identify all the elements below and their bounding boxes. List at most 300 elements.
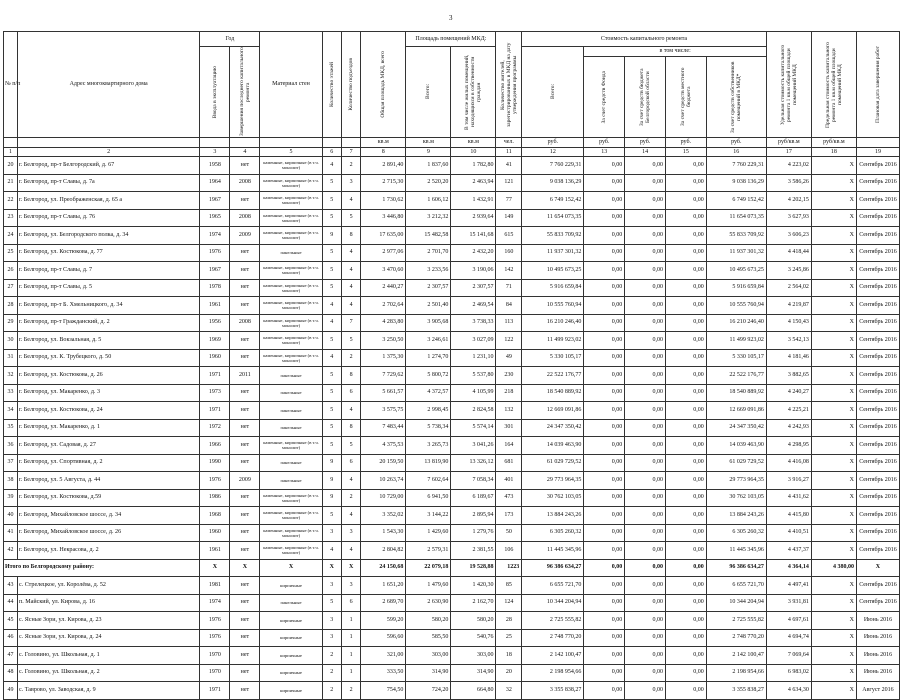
- table-cell: панельные: [260, 244, 322, 262]
- table-cell: 664,80: [451, 682, 496, 700]
- unit-cell: [4, 138, 18, 148]
- table-cell: г. Белгород, ул. Макаренко, д. 3: [17, 384, 199, 402]
- table-cell: 4 431,62: [766, 489, 811, 507]
- table-cell: 6 305 260,32: [706, 524, 766, 542]
- table-cell: с. Головино, ул. Школьная, д. 2: [17, 664, 199, 682]
- table-cell: 0,00: [665, 157, 706, 175]
- table-cell: п. Майский, ул. Кирова, д. 16: [17, 594, 199, 612]
- table-cell: 3: [322, 524, 341, 542]
- col-cost-group: Стоимость капитального ремонта: [522, 32, 767, 47]
- table-cell: 4 634,30: [766, 682, 811, 700]
- table-cell: 55 833 709,92: [706, 227, 766, 245]
- table-cell: 1223: [496, 559, 522, 577]
- table-cell: 5: [322, 174, 341, 192]
- table-cell: 4 223,02: [766, 157, 811, 175]
- table-cell: 28: [496, 612, 522, 630]
- unit-cell: чел.: [496, 138, 522, 148]
- table-cell: 4 150,43: [766, 314, 811, 332]
- table-cell: 10 495 673,25: [706, 262, 766, 280]
- table-cell: нет: [230, 664, 260, 682]
- table-cell: 7 483,44: [361, 419, 406, 437]
- table-cell: X: [811, 297, 856, 315]
- table-cell: X: [200, 559, 230, 577]
- table-cell: 754,50: [361, 682, 406, 700]
- table-cell: 4: [322, 349, 341, 367]
- table-cell: г. Белгород, пр-т Славы, д. 76: [17, 209, 199, 227]
- col-cost-incl: в том числе:: [584, 47, 766, 57]
- table-cell: 3 606,23: [766, 227, 811, 245]
- table-cell: 301: [496, 419, 522, 437]
- table-cell: 1971: [200, 402, 230, 420]
- table-cell: 2: [341, 349, 360, 367]
- table-cell: 0,00: [584, 279, 625, 297]
- table-cell: 1 606,12: [406, 192, 451, 210]
- table-cell: 7 729,62: [361, 367, 406, 385]
- table-cell: 1990: [200, 454, 230, 472]
- table-cell: Сентябрь 2016: [856, 227, 899, 245]
- table-cell: с. Головино, ул. Школьная, д. 1: [17, 647, 199, 665]
- table-cell: X: [811, 682, 856, 700]
- table-row: [4, 227, 900, 245]
- table-cell: г. Белгород, ул. Костюкова, д.59: [17, 489, 199, 507]
- col-residents: Количество жителей, зарегистрированных в МКД на дату утверждения программы: [496, 32, 522, 138]
- table-cell: 3 916,27: [766, 472, 811, 490]
- column-number-cell: 14: [625, 148, 666, 157]
- table-cell: 43: [4, 577, 18, 595]
- table-cell: 3 470,60: [361, 262, 406, 280]
- table-cell: 6 189,67: [451, 489, 496, 507]
- table-cell: 0,00: [665, 332, 706, 350]
- table-cell: г. Белгород, пр-т Гражданский, д. 2: [17, 314, 199, 332]
- table-cell: 1976: [200, 472, 230, 490]
- table-cell: 0,00: [584, 664, 625, 682]
- table-cell: 0,00: [584, 682, 625, 700]
- table-cell: каменные, кирпичные (в т.ч. монолит): [260, 507, 322, 525]
- table-cell: X: [811, 349, 856, 367]
- table-cell: 0,00: [665, 209, 706, 227]
- table-cell: 2009: [230, 472, 260, 490]
- table-cell: 218: [496, 384, 522, 402]
- col-year-commission: Ввода в эксплуатацию: [200, 47, 230, 138]
- unit-cell: [341, 138, 360, 148]
- total-row: [4, 559, 900, 577]
- col-year-last-repair: Завершения последнего капитального ремонта: [230, 47, 260, 138]
- unit-cell: руб.: [584, 138, 625, 148]
- table-cell: 2 701,70: [406, 244, 451, 262]
- table-cell: 10 263,74: [361, 472, 406, 490]
- table-cell: 6 655 721,70: [522, 577, 584, 595]
- table-cell: панельные: [260, 594, 322, 612]
- table-row: [4, 174, 900, 192]
- table-cell: 0,00: [625, 419, 666, 437]
- table-cell: X: [811, 507, 856, 525]
- table-cell: Сентябрь 2016: [856, 577, 899, 595]
- table-cell: 20 159,50: [361, 454, 406, 472]
- col-floors: Количество этажей: [322, 32, 341, 138]
- table-cell: X: [811, 594, 856, 612]
- table-cell: 4 105,99: [451, 384, 496, 402]
- table-cell: 18: [496, 647, 522, 665]
- table-cell: Сентябрь 2016: [856, 174, 899, 192]
- table-cell: 113: [496, 314, 522, 332]
- unit-cell: руб/кв.м: [811, 138, 856, 148]
- table-cell: каменные, кирпичные (в т.ч. монолит): [260, 489, 322, 507]
- table-cell: 0,00: [584, 594, 625, 612]
- table-cell: 1968: [200, 507, 230, 525]
- column-number-cell: 3: [200, 148, 230, 157]
- table-cell: 11 937 301,32: [522, 244, 584, 262]
- table-cell: 2 804,82: [361, 542, 406, 560]
- table-cell: X: [811, 244, 856, 262]
- table-cell: 4: [341, 244, 360, 262]
- table-cell: г. Белгород, ул. Некрасова, д. 2: [17, 542, 199, 560]
- table-cell: Сентябрь 2016: [856, 524, 899, 542]
- unit-cell: [260, 138, 322, 148]
- table-cell: 0,00: [665, 314, 706, 332]
- table-cell: 5: [322, 419, 341, 437]
- table-cell: 4 410,51: [766, 524, 811, 542]
- table-cell: 0,00: [584, 559, 625, 577]
- table-cell: 0,00: [625, 594, 666, 612]
- table-cell: 122: [496, 332, 522, 350]
- table-cell: 6 305 260,32: [522, 524, 584, 542]
- table-cell: 11 445 345,96: [706, 542, 766, 560]
- table-cell: 2 725 555,82: [522, 612, 584, 630]
- table-cell: 0,00: [584, 524, 625, 542]
- table-cell: 1 730,62: [361, 192, 406, 210]
- table-cell: X: [811, 402, 856, 420]
- table-cell: 0,00: [584, 629, 625, 647]
- table-row: [4, 507, 900, 525]
- table-cell: Сентябрь 2016: [856, 244, 899, 262]
- table-cell: нет: [230, 244, 260, 262]
- table-cell: 3 190,06: [451, 262, 496, 280]
- table-cell: 3 882,65: [766, 367, 811, 385]
- table-cell: 0,00: [584, 437, 625, 455]
- unit-cell: кв.м: [361, 138, 406, 148]
- table-cell: 4 364,14: [766, 559, 811, 577]
- table-cell: 1972: [200, 419, 230, 437]
- table-cell: г. Белгород, ул. Спортивная, д. 2: [17, 454, 199, 472]
- table-cell: 0,00: [665, 174, 706, 192]
- table-cell: 0,00: [625, 244, 666, 262]
- table-cell: панельные: [260, 419, 322, 437]
- table-row: [4, 524, 900, 542]
- col-entrances: Количество подъездов: [341, 32, 360, 138]
- table-cell: Сентябрь 2016: [856, 157, 899, 175]
- table-cell: 0,00: [625, 349, 666, 367]
- table-cell: 18 540 889,92: [706, 384, 766, 402]
- table-cell: 4: [322, 542, 341, 560]
- table-cell: 11 499 923,02: [522, 332, 584, 350]
- table-cell: нет: [230, 419, 260, 437]
- table-cell: 2 142 100,47: [522, 647, 584, 665]
- table-cell: 1978: [200, 279, 230, 297]
- table-cell: 0,00: [584, 297, 625, 315]
- table-cell: 96 386 634,27: [706, 559, 766, 577]
- table-cell: 1965: [200, 209, 230, 227]
- table-cell: нет: [230, 594, 260, 612]
- table-cell: 0,00: [665, 244, 706, 262]
- table-cell: 4: [341, 279, 360, 297]
- table-cell: X: [230, 559, 260, 577]
- table-cell: X: [811, 209, 856, 227]
- table-cell: 1958: [200, 157, 230, 175]
- table-cell: 0,00: [665, 489, 706, 507]
- table-cell: 0,00: [584, 489, 625, 507]
- table-cell: 30: [4, 332, 18, 350]
- table-cell: 27: [4, 279, 18, 297]
- table-cell: X: [811, 472, 856, 490]
- table-cell: 2 579,31: [406, 542, 451, 560]
- table-cell: 2 748 770,20: [706, 629, 766, 647]
- table-cell: Сентябрь 2016: [856, 402, 899, 420]
- table-cell: X: [811, 647, 856, 665]
- table-cell: X: [811, 192, 856, 210]
- table-cell: 160: [496, 244, 522, 262]
- table-row: [4, 314, 900, 332]
- table-cell: 540,76: [451, 629, 496, 647]
- table-cell: каменные, кирпичные (в т.ч. монолит): [260, 332, 322, 350]
- table-cell: 0,00: [665, 629, 706, 647]
- table-cell: 4: [341, 472, 360, 490]
- table-cell: 4: [341, 192, 360, 210]
- table-cell: 30 762 103,05: [706, 489, 766, 507]
- table-cell: 5: [341, 332, 360, 350]
- table-cell: 1976: [200, 244, 230, 262]
- table-cell: 2: [341, 682, 360, 700]
- table-cell: 4 418,44: [766, 244, 811, 262]
- table-cell: 0,00: [625, 682, 666, 700]
- table-cell: нет: [230, 332, 260, 350]
- table-cell: 9 038 136,29: [522, 174, 584, 192]
- table-cell: нет: [230, 384, 260, 402]
- table-cell: 2 689,70: [361, 594, 406, 612]
- table-cell: 1964: [200, 174, 230, 192]
- table-cell: 2 725 555,82: [706, 612, 766, 630]
- table-cell: 2 895,94: [451, 507, 496, 525]
- table-cell: кирпичные: [260, 577, 322, 595]
- table-cell: 3: [341, 524, 360, 542]
- table-cell: 0,00: [625, 437, 666, 455]
- table-cell: нет: [230, 489, 260, 507]
- table-cell: 0,00: [625, 262, 666, 280]
- table-cell: кирпичные: [260, 629, 322, 647]
- table-cell: 4 372,57: [406, 384, 451, 402]
- col-premises-group: Площадь помещений МКД:: [406, 32, 496, 47]
- column-number-cell: 11: [496, 148, 522, 157]
- table-cell: 31: [4, 349, 18, 367]
- table-cell: 29: [4, 314, 18, 332]
- table-cell: г. Белгород, пр-т Славы, д. 7а: [17, 174, 199, 192]
- column-number-cell: 15: [665, 148, 706, 157]
- table-cell: 0,00: [665, 367, 706, 385]
- table-cell: 5: [322, 384, 341, 402]
- table-cell: 4: [341, 542, 360, 560]
- column-number-cell: 6: [322, 148, 341, 157]
- table-cell: 6: [341, 454, 360, 472]
- table-cell: 5: [322, 332, 341, 350]
- table-cell: 0,00: [584, 349, 625, 367]
- column-number-cell: 5: [260, 148, 322, 157]
- table-cell: г. Белгород, ул. Костюкова, д. 77: [17, 244, 199, 262]
- table-cell: нет: [230, 157, 260, 175]
- table-cell: 1966: [200, 437, 230, 455]
- column-number-cell: 4: [230, 148, 260, 157]
- table-cell: 4 497,41: [766, 577, 811, 595]
- table-cell: 0,00: [665, 227, 706, 245]
- table-cell: 1 479,60: [406, 577, 451, 595]
- table-cell: 4 380,00: [811, 559, 856, 577]
- table-cell: 0,00: [584, 647, 625, 665]
- table-cell: г. Белгород, ул. Белгородского полка, д. 34: [17, 227, 199, 245]
- table-row: [4, 594, 900, 612]
- table-cell: 18 540 889,92: [522, 384, 584, 402]
- table-cell: 1970: [200, 664, 230, 682]
- table-cell: 0,00: [665, 664, 706, 682]
- table-cell: каменные, кирпичные (в т.ч. монолит): [260, 209, 322, 227]
- table-cell: 5: [322, 244, 341, 262]
- table-cell: 2 198 954,66: [522, 664, 584, 682]
- table-cell: 7 069,64: [766, 647, 811, 665]
- table-cell: 473: [496, 489, 522, 507]
- table-cell: 2 307,57: [406, 279, 451, 297]
- table-cell: 9: [322, 489, 341, 507]
- table-cell: 580,20: [406, 612, 451, 630]
- table-cell: 0,00: [665, 559, 706, 577]
- table-cell: 29 773 964,35: [522, 472, 584, 490]
- table-cell: X: [260, 559, 322, 577]
- table-cell: 4 694,74: [766, 629, 811, 647]
- table-cell: 3 245,86: [766, 262, 811, 280]
- table-cell: 3 575,75: [361, 402, 406, 420]
- table-cell: каменные, кирпичные (в т.ч. монолит): [260, 297, 322, 315]
- table-cell: X: [341, 559, 360, 577]
- table-cell: X: [856, 559, 899, 577]
- table-cell: 24 347 350,42: [706, 419, 766, 437]
- table-cell: нет: [230, 262, 260, 280]
- table-cell: 44: [4, 594, 18, 612]
- table-row: [4, 297, 900, 315]
- table-body: [4, 157, 900, 700]
- table-cell: каменные, кирпичные (в т.ч. монолит): [260, 314, 322, 332]
- table-cell: каменные, кирпичные (в т.ч. монолит): [260, 227, 322, 245]
- table-cell: Сентябрь 2016: [856, 472, 899, 490]
- table-cell: г. Белгород, пр-т Белгородский, д. 67: [17, 157, 199, 175]
- table-cell: 11 499 923,02: [706, 332, 766, 350]
- unit-cell: [17, 138, 199, 148]
- table-cell: 2: [322, 664, 341, 682]
- table-cell: 28: [4, 297, 18, 315]
- table-cell: X: [811, 577, 856, 595]
- unit-cell: кв.м: [451, 138, 496, 148]
- table-cell: X: [811, 437, 856, 455]
- table-cell: 55 833 709,92: [522, 227, 584, 245]
- table-cell: X: [811, 174, 856, 192]
- table-cell: г. Белгород, ул. Вокзальная, д. 5: [17, 332, 199, 350]
- table-cell: 2 715,30: [361, 174, 406, 192]
- table-cell: 0,00: [584, 507, 625, 525]
- table-cell: Июнь 2016: [856, 664, 899, 682]
- table-cell: 3: [341, 577, 360, 595]
- unit-cell: руб.: [665, 138, 706, 148]
- table-cell: г. Белгород, ул. 5 Августа, д. 44: [17, 472, 199, 490]
- table-cell: 2 824,58: [451, 402, 496, 420]
- column-number-cell: 12: [522, 148, 584, 157]
- col-total-area: Общая площадь МКД, всего: [361, 32, 406, 138]
- table-cell: панельные: [260, 472, 322, 490]
- table-cell: 4: [322, 297, 341, 315]
- table-cell: 0,00: [625, 157, 666, 175]
- table-cell: 2: [341, 157, 360, 175]
- table-cell: X: [811, 332, 856, 350]
- table-cell: 0,00: [625, 489, 666, 507]
- table-cell: 3 352,02: [361, 507, 406, 525]
- table-cell: 3 627,93: [766, 209, 811, 227]
- table-cell: 1960: [200, 524, 230, 542]
- table-cell: 5 330 105,17: [522, 349, 584, 367]
- table-cell: 1 420,30: [451, 577, 496, 595]
- column-number-cell: 18: [811, 148, 856, 157]
- table-cell: X: [811, 384, 856, 402]
- table-row: [4, 489, 900, 507]
- table-cell: 12 669 091,86: [706, 402, 766, 420]
- table-cell: 71: [496, 279, 522, 297]
- column-number-cell: 13: [584, 148, 625, 157]
- table-cell: 303,00: [406, 647, 451, 665]
- table-cell: 10 555 760,94: [706, 297, 766, 315]
- table-cell: 12 669 091,86: [522, 402, 584, 420]
- table-cell: 30 762 103,05: [522, 489, 584, 507]
- table-cell: 2 501,40: [406, 297, 451, 315]
- table-cell: с. Ясные Зори, ул. Кирова, д. 23: [17, 612, 199, 630]
- table-cell: 2 891,40: [361, 157, 406, 175]
- table-cell: 0,00: [665, 524, 706, 542]
- table-cell: Сентябрь 2016: [856, 314, 899, 332]
- table-cell: 6 749 152,42: [522, 192, 584, 210]
- table-cell: 1971: [200, 367, 230, 385]
- table-cell: 3: [322, 577, 341, 595]
- table-cell: 1967: [200, 192, 230, 210]
- table-cell: 5: [322, 279, 341, 297]
- table-cell: 2008: [230, 174, 260, 192]
- col-cost-fund: За счет средств Фонда: [584, 57, 625, 138]
- table-cell: Сентябрь 2016: [856, 594, 899, 612]
- table-cell: 16 210 246,40: [706, 314, 766, 332]
- table-cell: 314,90: [406, 664, 451, 682]
- table-cell: нет: [230, 647, 260, 665]
- table-cell: 0,00: [625, 507, 666, 525]
- table-cell: 615: [496, 227, 522, 245]
- table-cell: 4 697,61: [766, 612, 811, 630]
- table-cell: нет: [230, 279, 260, 297]
- table-cell: 19 528,88: [451, 559, 496, 577]
- table-cell: 5: [322, 507, 341, 525]
- table-cell: 2 432,20: [451, 244, 496, 262]
- table-cell: 1974: [200, 227, 230, 245]
- unit-cell: руб.: [522, 138, 584, 148]
- table-cell: X: [811, 227, 856, 245]
- column-numbers-row: [4, 148, 900, 157]
- column-number-cell: 10: [451, 148, 496, 157]
- table-cell: 0,00: [625, 524, 666, 542]
- table-cell: 24 150,68: [361, 559, 406, 577]
- table-cell: 0,00: [584, 244, 625, 262]
- table-cell: 5: [322, 437, 341, 455]
- table-row: [4, 279, 900, 297]
- table-cell: 6 941,50: [406, 489, 451, 507]
- column-number-cell: 7: [341, 148, 360, 157]
